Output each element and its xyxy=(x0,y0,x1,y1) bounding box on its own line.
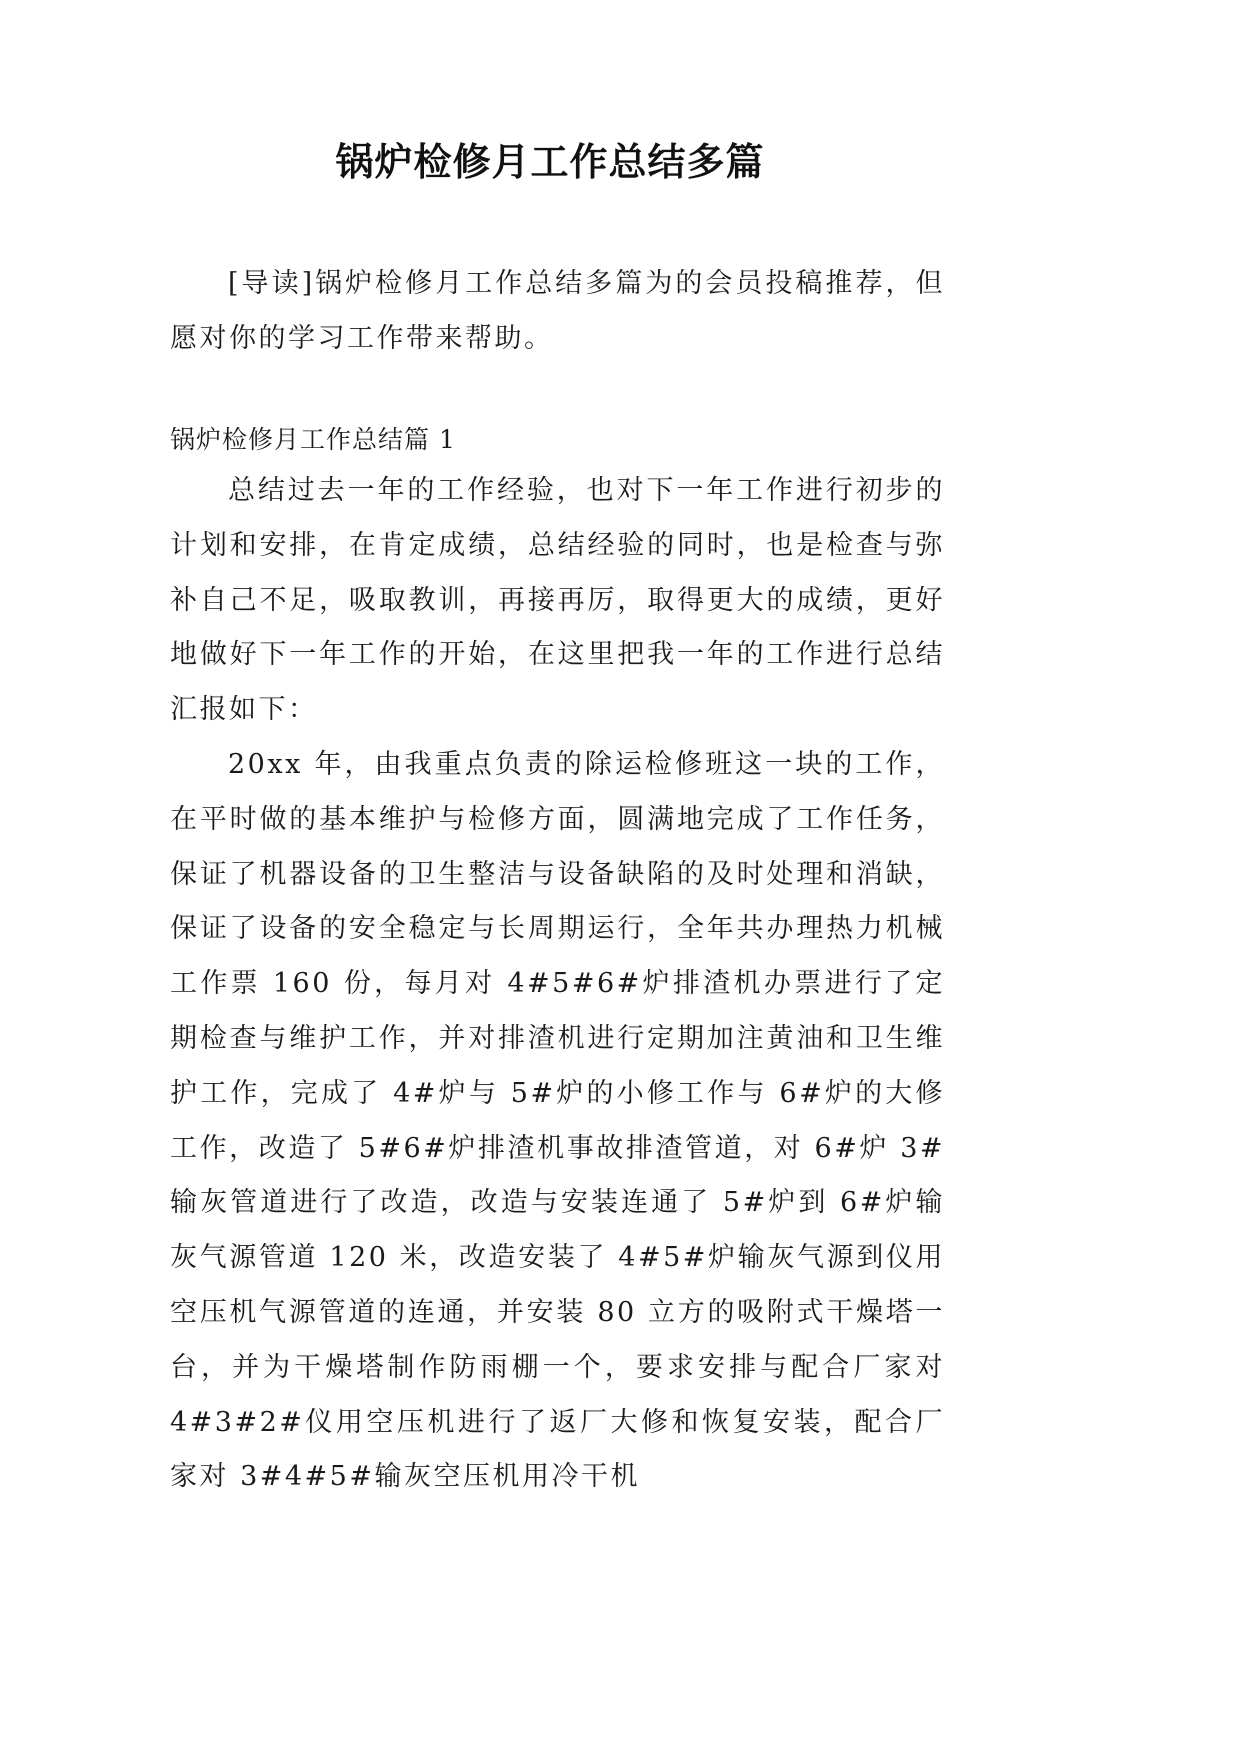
paragraph-2: 20xx 年，由我重点负责的除运检修班这一块的工作，在平时做的基本维护与检修方面，圆满地完成了工作任务，保证了机器设备的卫生整洁与设备缺陷的及时处理和消缺，保证了设备的安全稳定与长周期运行，全年共办理热力机械工作票 160 份，每月对 4#5#6#炉排渣机办票进行了定期检查与维护工作，并对排渣机进行定期加注黄油和卫生维护工作，完成了 4#炉与 5#炉的小修工作与 6#炉的大修工作，改造了 5#6#炉排渣机事故排渣管道，对 6#炉 3#输灰管道进行了改造，改造与安装连通了 5#炉到 6#炉输灰气源管道 120 米，改造安装了 4#5#炉输灰气源到仪用空压机气源管道的连通，并安装 80 立方的吸附式干燥塔一台，并为干燥塔制作防雨棚一个，要求安排与配合厂家对 4#3#2#仪用空压机进行了返厂大修和恢复安装，配合厂家对 3#4#5#输灰空压机用冷干机 xyxy=(170,748,945,1493)
section-heading: 锅炉检修月工作总结篇 1 xyxy=(170,425,456,454)
paragraph-1: 总结过去一年的工作经验，也对下一年工作进行初步的计划和安排，在肯定成绩，总结经验的同时，也是检查与弥补自己不足，吸取教训，再接再厉，取得更大的成绩，更好地做好下一年工作的开始，在这里把我一年的工作进行总结汇报如下： xyxy=(170,475,945,726)
body-text xyxy=(170,464,945,1505)
document-title: 锅炉检修月工作总结多篇 xyxy=(335,140,765,184)
intro-paragraph: [导读]锅炉检修月工作总结多篇为的会员投稿推荐，但愿对你的学习工作带来帮助。 xyxy=(170,268,945,354)
